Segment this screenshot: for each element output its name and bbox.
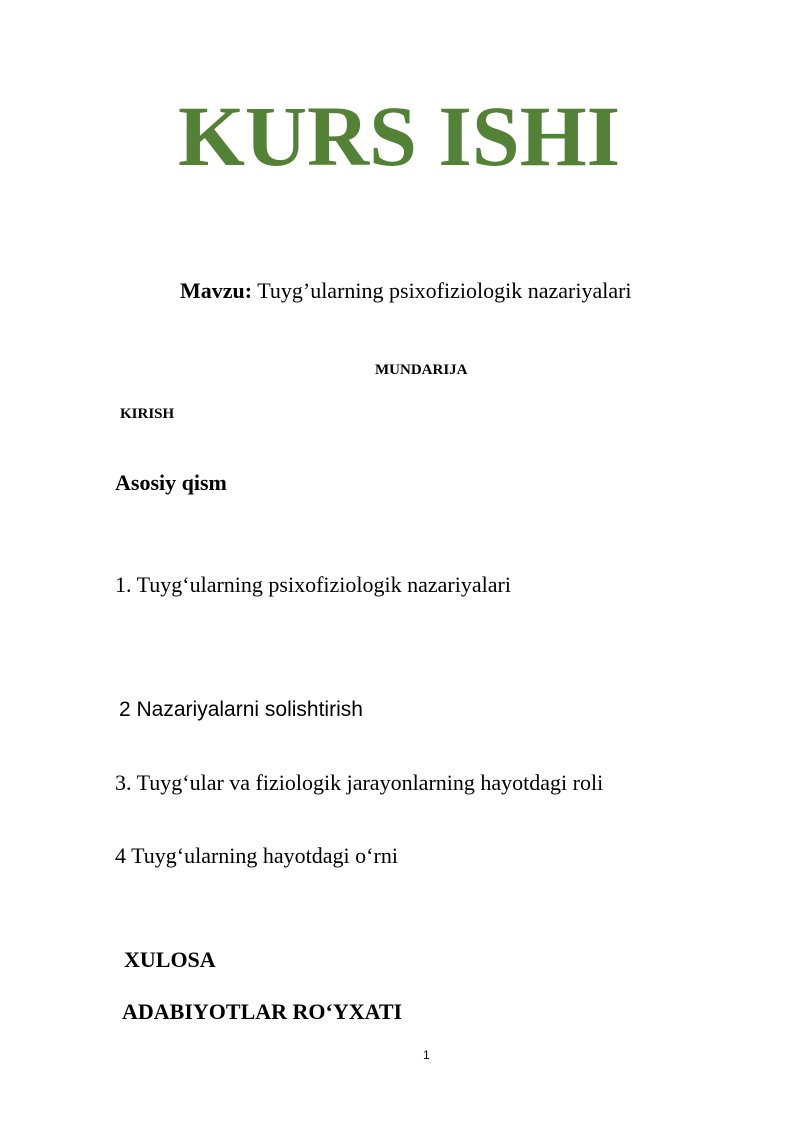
- toc-main-part: Asosiy qism: [115, 470, 227, 495]
- topic-text: Tuyg’ularning psixofiziologik nazariyalari: [252, 278, 632, 303]
- topic-line: [180, 278, 632, 304]
- toc-item: 4 Tuyg‘ularning hayotdagi o‘rni: [115, 843, 398, 868]
- toc-item: 2 Nazariyalarni solishtirish: [119, 698, 363, 721]
- toc-intro: KIRISH: [120, 406, 175, 422]
- toc-item: 3. Tuyg‘ular va fiziologik jarayonlarning hayotdagi roli: [115, 770, 604, 795]
- topic-label: Mavzu:: [180, 278, 253, 303]
- toc-conclusion: XULOSA: [124, 947, 216, 972]
- toc-heading: MUNDARIJA: [375, 362, 468, 378]
- toc-references: ADABIYOTLAR RO‘YXATI: [122, 999, 403, 1024]
- toc-item: 1. Tuyg‘ularning psixofiziologik nazariyalari: [115, 572, 511, 597]
- page-number: 1: [423, 1048, 430, 1062]
- document-title: KURS ISHI: [178, 88, 621, 184]
